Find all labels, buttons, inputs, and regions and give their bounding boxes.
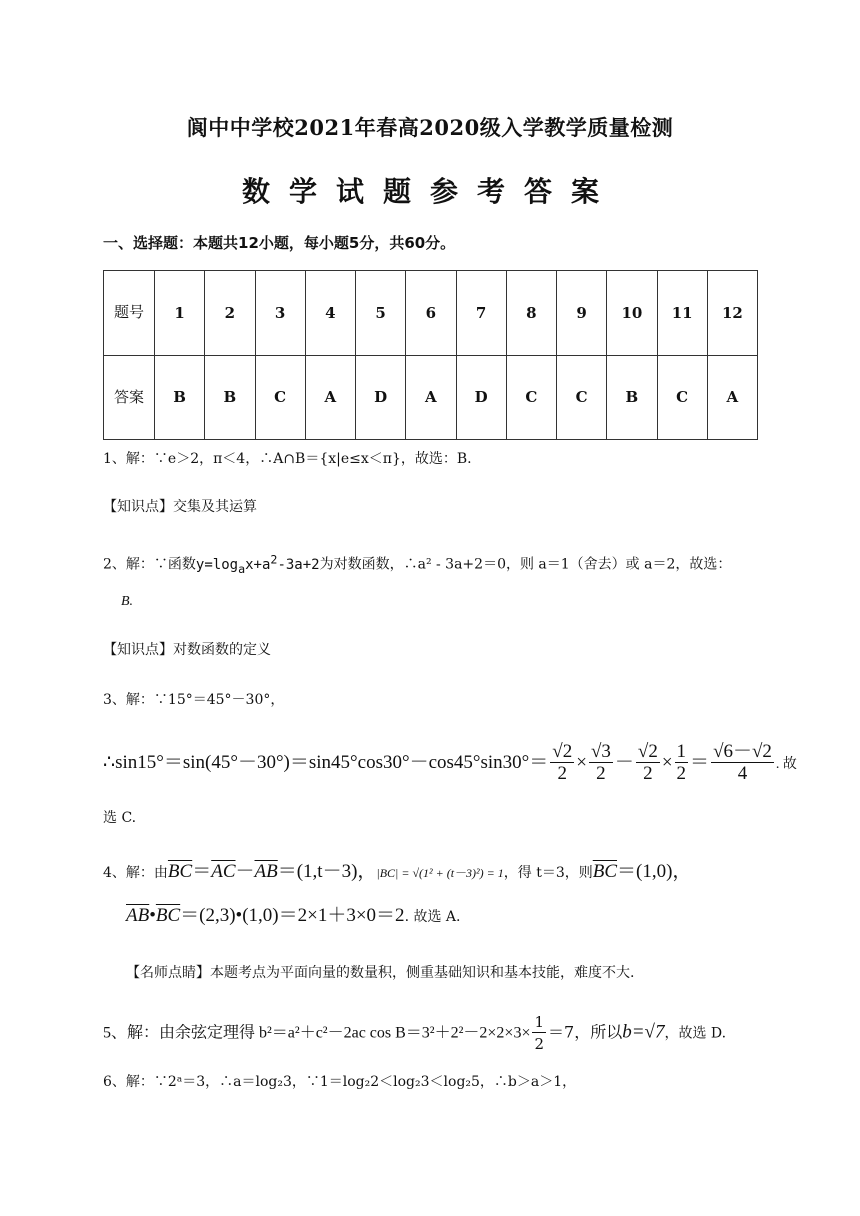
q4-eq: ＝ bbox=[192, 861, 212, 882]
fraction bbox=[532, 1012, 546, 1055]
document-title: 阆中中学校2021年春高2020级入学教学质量检测 bbox=[186, 115, 674, 140]
denominator: 2 bbox=[643, 763, 653, 784]
q4-minus: － bbox=[235, 861, 255, 882]
q5-tail: ，故选 D. bbox=[664, 1025, 727, 1042]
row-label-answer: 答案 bbox=[104, 355, 155, 440]
q2-text-a: 2、解：∵函数 bbox=[103, 556, 196, 573]
solution-q4-line1 bbox=[103, 862, 691, 883]
solution-q1: 1、解：∵e＞2，π＜4，∴A∩B＝{x|e≤x＜π}，故选：B. bbox=[103, 451, 472, 467]
q4-eq2: ＝(1,0)， bbox=[617, 861, 692, 882]
solution-q5 bbox=[103, 1012, 726, 1055]
table-row bbox=[104, 355, 758, 440]
q4-magnitude: |BC| = √(1² + (t－3)²) = 1 bbox=[376, 866, 504, 880]
solution-q3-line3: 选 C. bbox=[103, 810, 137, 826]
question-number: 1 bbox=[155, 271, 205, 356]
denominator: 4 bbox=[737, 763, 748, 784]
question-number: 10 bbox=[607, 271, 657, 356]
q2-func-head: y=log bbox=[195, 556, 239, 573]
question-number: 4 bbox=[305, 271, 355, 356]
vector-ab: $\overline{AB}$ bbox=[126, 905, 150, 926]
q4-eq1b: ＝(1,t－3)， bbox=[277, 861, 377, 882]
denominator: 2 bbox=[596, 763, 606, 784]
q2-function bbox=[195, 552, 320, 576]
vector-ac: $\overline{AC}$ bbox=[211, 861, 236, 882]
q4-result: ＝(2,3)•(1,0)＝2×1＋3×0＝2 bbox=[180, 905, 405, 926]
fraction bbox=[589, 742, 613, 785]
vector-bc: $\overline{BC}$ bbox=[592, 861, 618, 882]
question-number: 7 bbox=[456, 271, 506, 356]
answer-cell: C bbox=[657, 355, 707, 440]
answer-cell: C bbox=[506, 355, 556, 440]
question-number: 6 bbox=[406, 271, 456, 356]
solution-q4-line2 bbox=[126, 906, 460, 927]
dot-operator: • bbox=[149, 905, 156, 926]
fraction bbox=[675, 742, 689, 785]
answer-cell: C bbox=[557, 355, 607, 440]
answer-cell: D bbox=[456, 355, 506, 440]
question-number: 5 bbox=[356, 271, 406, 356]
fraction bbox=[550, 742, 574, 785]
q2-func-sub: a bbox=[238, 561, 246, 576]
answer-cell: B bbox=[155, 355, 205, 440]
q4-mid: ，得 t＝3，则 bbox=[503, 865, 593, 881]
table-row bbox=[104, 271, 758, 356]
q4-text-a: 4、解：由 bbox=[103, 865, 168, 881]
q2-text-b: 为对数函数，∴a² - 3a+2＝0，则 a＝1（舍去）或 a＝2，故选： bbox=[319, 556, 732, 573]
numerator: √6－√2 bbox=[713, 741, 772, 762]
vector-ab: $\overline{AB}$ bbox=[254, 861, 278, 882]
answer-cell: A bbox=[406, 355, 456, 440]
denominator: 2 bbox=[534, 1035, 545, 1053]
denominator: 2 bbox=[557, 763, 567, 784]
vector-bc: $\overline{BC}$ bbox=[155, 905, 181, 926]
teacher-note-q4: 【名师点睛】本题考点为平面向量的数量积，侧重基础知识和基本技能，难度不大. bbox=[126, 965, 635, 981]
q2-func-tail: x+a bbox=[245, 556, 271, 573]
vector-bc: $\overline{BC}$ bbox=[167, 861, 193, 882]
question-number: 2 bbox=[205, 271, 255, 356]
question-number: 3 bbox=[255, 271, 305, 356]
q5-result: b=√7 bbox=[622, 1021, 665, 1043]
solution-q2 bbox=[103, 549, 731, 578]
knowledge-point-q2: 【知识点】对数函数的定义 bbox=[103, 642, 271, 658]
answer-cell: B bbox=[205, 355, 255, 440]
question-number: 12 bbox=[707, 271, 757, 356]
numerator: 1 bbox=[534, 1013, 545, 1031]
numerator: √2 bbox=[552, 741, 573, 762]
numerator: √3 bbox=[590, 741, 611, 762]
solution-q2-cont: B. bbox=[121, 594, 134, 609]
answer-cell: A bbox=[305, 355, 355, 440]
q3-expression: ∴sin15°＝sin(45°－30°)＝sin45°cos30°－cos45°sin30°＝ bbox=[103, 751, 549, 773]
q2-func-end: -3a+2 bbox=[277, 556, 320, 573]
q5-text-b: ＝7，所以 bbox=[548, 1022, 623, 1042]
solution-q3-line1: 3、解：∵15°＝45°－30°， bbox=[103, 692, 285, 708]
denominator: 2 bbox=[676, 763, 687, 784]
section-heading: 一、选择题：本题共12小题，每小题5分，共60分。 bbox=[103, 234, 456, 252]
solution-q3-line2: ∴sin15°＝sin(45°－30°)＝sin45°cos30°－cos45°sin30°＝ $\frac{√2}{2}$ × $\frac{√3}{2}$ － $\frac{√2}{2}$ × $\frac{1}{2}$ ＝ $\frac{√6-√2}{4}$ . 故 bbox=[103, 741, 797, 784]
knowledge-point-q1: 【知识点】交集及其运算 bbox=[103, 499, 257, 515]
q3-tail: . 故 bbox=[775, 756, 797, 772]
q5-expression: 5、解：由余弦定理得 b²＝a²＋c²－2ac cos B＝3²＋2²－2×2×3× bbox=[103, 1024, 531, 1042]
numerator: √2 bbox=[637, 741, 658, 762]
answer-table bbox=[103, 270, 758, 440]
answer-cell: D bbox=[356, 355, 406, 440]
question-number: 9 bbox=[557, 271, 607, 356]
fraction bbox=[711, 742, 774, 785]
q4-tail: . 故选 A. bbox=[404, 909, 461, 925]
q2-func-sup: 2 bbox=[270, 552, 278, 566]
document-subtitle: 数学试题参考答案 bbox=[241, 175, 618, 208]
answer-cell: A bbox=[707, 355, 757, 440]
answer-cell: B bbox=[607, 355, 657, 440]
answer-cell: C bbox=[255, 355, 305, 440]
question-number: 8 bbox=[506, 271, 556, 356]
fraction bbox=[636, 742, 660, 785]
solution-q6: 6、解：∵2ᵃ＝3，∴a＝log₂3，∵1＝log₂2＜log₂3＜log₂5，∴b＞a＞1， bbox=[103, 1074, 577, 1090]
numerator: 1 bbox=[676, 741, 687, 762]
question-number: 11 bbox=[657, 271, 707, 356]
row-label-number: 题号 bbox=[104, 271, 155, 356]
